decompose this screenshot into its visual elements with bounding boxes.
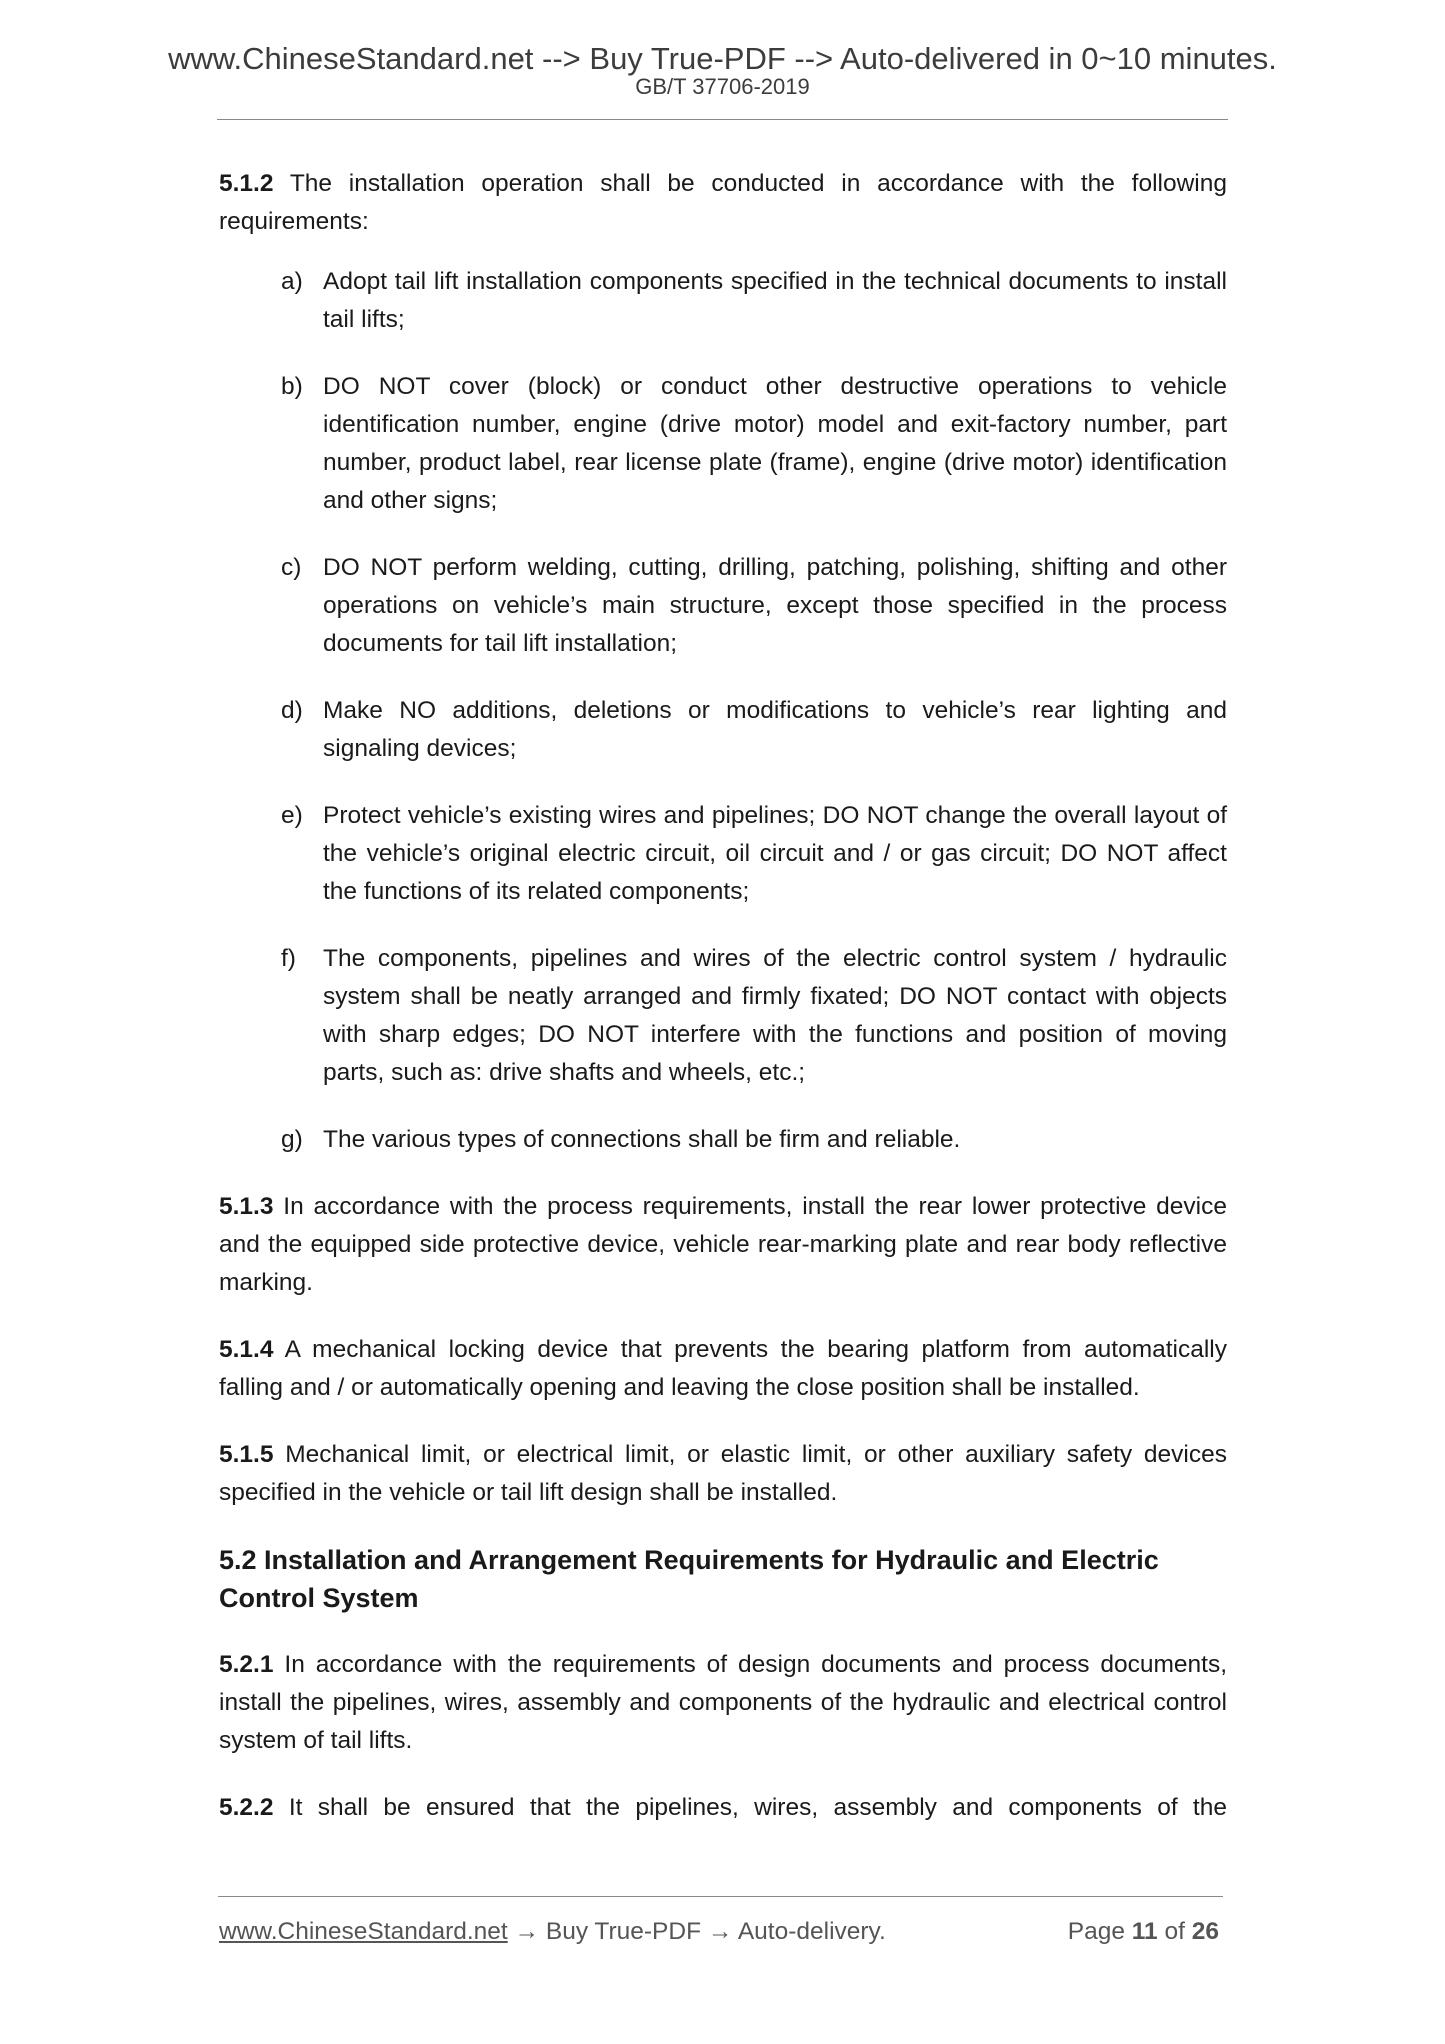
total-page-number: 26 xyxy=(1191,1918,1219,1945)
clause-text: It shall be ensured that the pipelines, wires, assembly and components of the xyxy=(288,1794,1227,1821)
footer-site-link[interactable]: www.ChineseStandard.net xyxy=(219,1918,508,1945)
list-label: c) xyxy=(281,554,302,581)
list-label: a) xyxy=(281,268,303,295)
list-item-text: Make NO additions, deletions or modifications to vehicle’s rear lighting and signaling devices; xyxy=(323,697,1227,762)
section-heading-5-2: 5.2 Installation and Arrangement Requirements for Hydraulic and Electric Control System xyxy=(219,1545,1159,1613)
list-item-text: Adopt tail lift installation components specified in the technical documents to install tail lifts; xyxy=(323,268,1227,333)
list-item-b xyxy=(219,368,1227,520)
list-item-text: Protect vehicle’s existing wires and pipelines; DO NOT change the overall layout of the vehicle’s original electric circuit, oil circuit and / or gas circuit; DO NOT affect the functions of its related components; xyxy=(323,802,1227,905)
list-label: e) xyxy=(281,802,303,829)
list-item-text: DO NOT perform welding, cutting, drilling, patching, polishing, shifting and other operations on vehicle’s main structure, except those specified in the process documents for tail lift installation; xyxy=(323,554,1227,657)
list-item-g xyxy=(219,1121,1227,1159)
clause-text: The installation operation shall be conducted in accordance with the following requirements: xyxy=(219,170,1227,235)
list-label: b) xyxy=(281,373,303,400)
list-item-e xyxy=(219,797,1227,911)
list-item-text: The various types of connections shall be firm and reliable. xyxy=(323,1126,961,1153)
clause-5-1-4 xyxy=(219,1331,1227,1407)
clause-text: A mechanical locking device that prevents the bearing platform from automatically falling and / or automatically opening and leaving the close position shall be installed. xyxy=(219,1336,1227,1401)
clause-5-1-3 xyxy=(219,1188,1227,1302)
list-item-f xyxy=(219,940,1227,1092)
list-item-d xyxy=(219,692,1227,768)
list-label: f) xyxy=(281,945,296,972)
clause-number: 5.1.2 xyxy=(219,170,274,197)
page-indicator xyxy=(1068,1912,1219,1952)
list-item-text: The components, pipelines and wires of the electric control system / hydraulic system shall be neatly arranged and firmly fixated; DO NOT contact with objects with sharp edges; DO NOT interfere with the functions and position of moving parts, such as: drive shafts and wheels, etc.; xyxy=(323,945,1227,1086)
clause-5-2-2 xyxy=(219,1789,1227,1827)
list-item-text: DO NOT cover (block) or conduct other destructive operations to vehicle identification number, engine (drive motor) model and exit-factory number, part number, product label, rear license plate (frame), engine (drive motor) identification and other signs; xyxy=(323,373,1227,514)
list-item-a xyxy=(219,263,1227,339)
list-item-c xyxy=(219,549,1227,663)
clause-number: 5.2.1 xyxy=(219,1651,274,1678)
list-label: d) xyxy=(281,697,303,724)
clause-text: In accordance with the requirements of design documents and process documents, install the pipelines, wires, assembly and components of the hydraulic and electrical control system of tail lifts. xyxy=(219,1651,1228,1754)
footer-divider xyxy=(218,1896,1223,1897)
clause-number: 5.2.2 xyxy=(219,1794,274,1821)
clause-5-1-5 xyxy=(219,1436,1227,1512)
page-footer xyxy=(219,1912,1227,1952)
clause-5-1-2 xyxy=(219,165,1227,241)
footer-tagline: → Buy True-PDF → Auto-delivery. xyxy=(507,1918,886,1945)
list-label: g) xyxy=(281,1126,303,1153)
site-banner: www.ChineseStandard.net --> Buy True-PDF --> Auto-delivered in 0~10 minutes. xyxy=(168,41,1277,76)
clause-text: In accordance with the process requirements, install the rear lower protective device and the equipped side protective device, vehicle rear-marking plate and rear body reflective marking. xyxy=(219,1193,1227,1296)
of-word: of xyxy=(1164,1918,1185,1945)
clause-5-2-1 xyxy=(219,1646,1227,1760)
page-word: Page xyxy=(1067,1918,1125,1945)
header-divider xyxy=(217,119,1228,120)
clause-number: 5.1.3 xyxy=(219,1193,274,1220)
clause-number: 5.1.5 xyxy=(219,1441,274,1468)
clause-number: 5.1.4 xyxy=(219,1336,274,1363)
document-body xyxy=(219,165,1227,1827)
clause-text: Mechanical limit, or electrical limit, or elastic limit, or other auxiliary safety devices specified in the vehicle or tail lift design shall be installed. xyxy=(219,1441,1227,1506)
current-page-number: 11 xyxy=(1131,1918,1158,1945)
standard-number: GB/T 37706-2019 xyxy=(635,74,810,99)
